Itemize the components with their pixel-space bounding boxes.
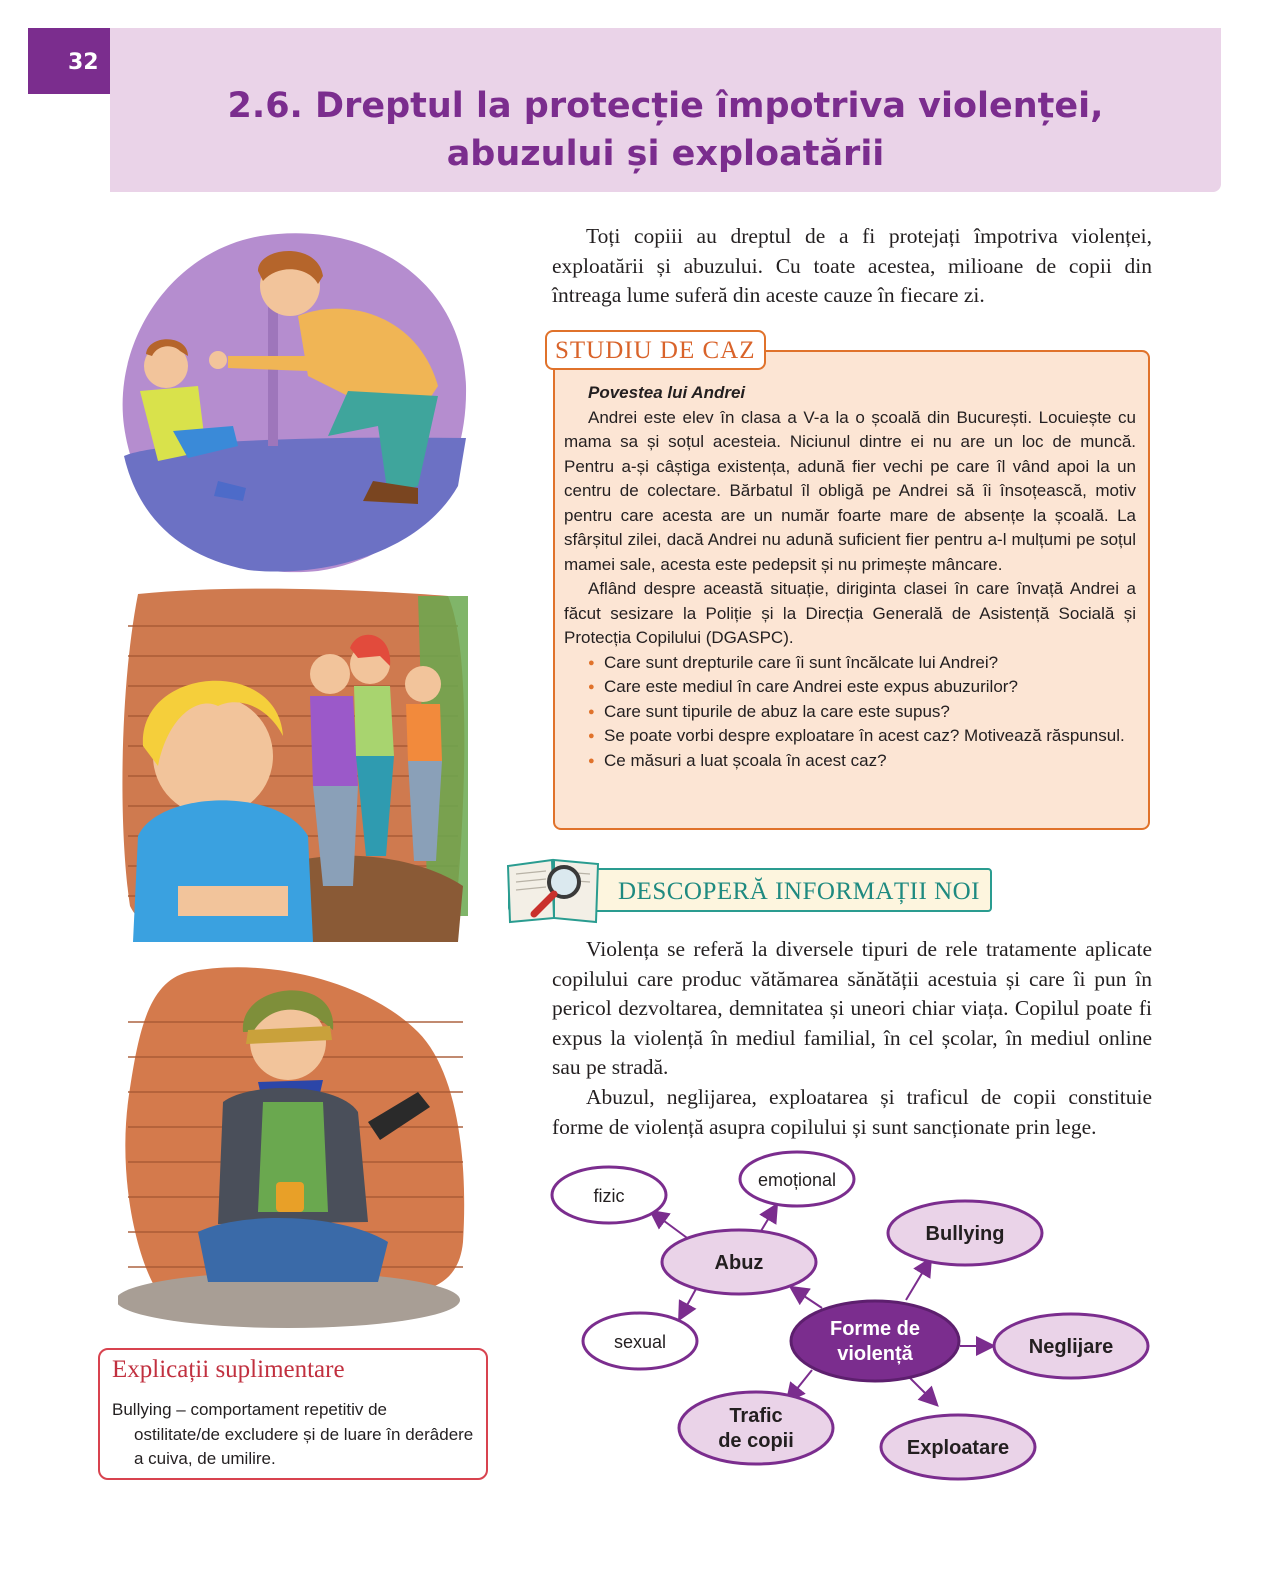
case-study-label: STUDIU DE CAZ [545, 330, 766, 370]
body-paragraph-2: Abuzul, neglijarea, exploatarea și traficul de copii constituie forme de violență asupra copilului și sunt sancționate prin lege. [552, 1084, 1152, 1139]
center-node-line2: violență [837, 1343, 913, 1365]
fizic-label: fizic [593, 1186, 625, 1206]
bullying-label: Bullying [925, 1223, 1005, 1245]
exploatare-label: Exploatare [906, 1437, 1010, 1459]
chapter-title-line2: abuzului și exploatării [446, 134, 885, 174]
sexual-label: sexual [613, 1332, 667, 1352]
extra-explanations-text [112, 1398, 482, 1472]
body-paragraph-1: Violența se referă la diversele tipuri de rele tratamente aplicate copilului care produc vătămarea sănătății acestuia și care îi pun în pericol dezvoltarea, demnitatea și uneori chiar viața. Copilul poate fi expus la violență în mediul familial, în cel școlar, în mediul online sau pe stradă. [552, 937, 1152, 1080]
illustration-bullying [118, 586, 468, 948]
case-paragraph-1: Andrei este elev în clasa a V-a la o școală din București. Locuiește cu mama sa și soțul acesteia. Niciunul dintre ei nu are un loc de muncă. Pentru a-și câștiga existența, adună fier vechi pe care îl vând apoi la un centru de colectare. Bărbatul îl obligă pe Andrei să îi însoțească, motiv pentru care acesta are un număr foarte mare de absențe la școală. La sfârșitul zilei, dacă Andrei nu adună suficient fier pentru a-l mulțumi pe soțul mamei sale, acesta este pedepsit și nu primește mâncare. [564, 407, 1136, 574]
case-study-text [564, 381, 1136, 773]
illustration-domestic-violence [118, 226, 470, 576]
case-question: ● Care sunt tipurile de abuz la care este supus? [588, 700, 1136, 725]
emotional-label: emoțional [757, 1170, 837, 1190]
neglijare-label: Neglijare [1028, 1336, 1114, 1358]
case-question: ● Ce măsuri a luat școala în acest caz? [588, 749, 1136, 774]
diagram-node-center [791, 1301, 959, 1381]
center-node-line1: Forme de [829, 1318, 921, 1340]
diagram-node-exploatare [881, 1415, 1035, 1479]
case-question: ● Care sunt drepturile care îi sunt încălcate lui Andrei? [588, 651, 1136, 676]
chapter-title [110, 82, 1221, 178]
extra-definition-start: – comportament repetitiv de [171, 1400, 387, 1419]
diagram-node-emotional [740, 1152, 854, 1206]
trafic-label-line2: de copii [718, 1430, 794, 1452]
illustration-street-child [118, 962, 470, 1334]
page-number: 32 [28, 28, 110, 94]
extra-explanations-title: Explicații suplimentare [112, 1356, 345, 1383]
extra-term: Bullying [112, 1400, 172, 1419]
diagram-node-neglijare [994, 1314, 1148, 1378]
case-question: ● Care este mediul în care Andrei este expus abuzurilor? [588, 675, 1136, 700]
diagram-node-fizic [552, 1167, 666, 1223]
story-title: Povestea lui Andrei [588, 383, 746, 402]
diagram-node-sexual [583, 1313, 697, 1369]
violence-forms-diagram [540, 1148, 1165, 1488]
trafic-label-line1: Trafic [729, 1405, 783, 1427]
diagram-node-bullying [888, 1201, 1042, 1265]
diagram-node-abuz [662, 1230, 816, 1294]
diagram-node-trafic [679, 1392, 833, 1464]
book-magnifier-icon [504, 852, 604, 924]
case-paragraph-2: Aflând despre această situație, diriginta clasei în care învață Andrei a făcut sesizare la Poliție și la Direcția Generală de Asistență Socială și Protecția Copilului (DGASPC). [564, 579, 1136, 647]
chapter-title-line1: 2.6. Dreptul la protecție împotriva violenței, [227, 86, 1104, 126]
intro-text: Toți copiii au dreptul de a fi protejați împotriva violenței, exploatării și abuzului. Cu toate acestea, milioane de copii din întreaga lume suferă din aceste cauze în fiecare zi. [552, 224, 1152, 308]
intro-paragraph [552, 222, 1152, 311]
case-question: ● Se poate vorbi despre exploatare în acest caz? Motivează răspunsul. [588, 724, 1136, 749]
case-questions-list [564, 651, 1136, 774]
extra-definition-rest: ostilitate/de excludere și de luare în derâdere a cuiva, de umilire. [134, 1424, 474, 1468]
body-text [552, 935, 1152, 1142]
discover-banner: DESCOPERĂ INFORMAȚII NOI [508, 868, 992, 912]
abuz-label: Abuz [714, 1252, 764, 1274]
